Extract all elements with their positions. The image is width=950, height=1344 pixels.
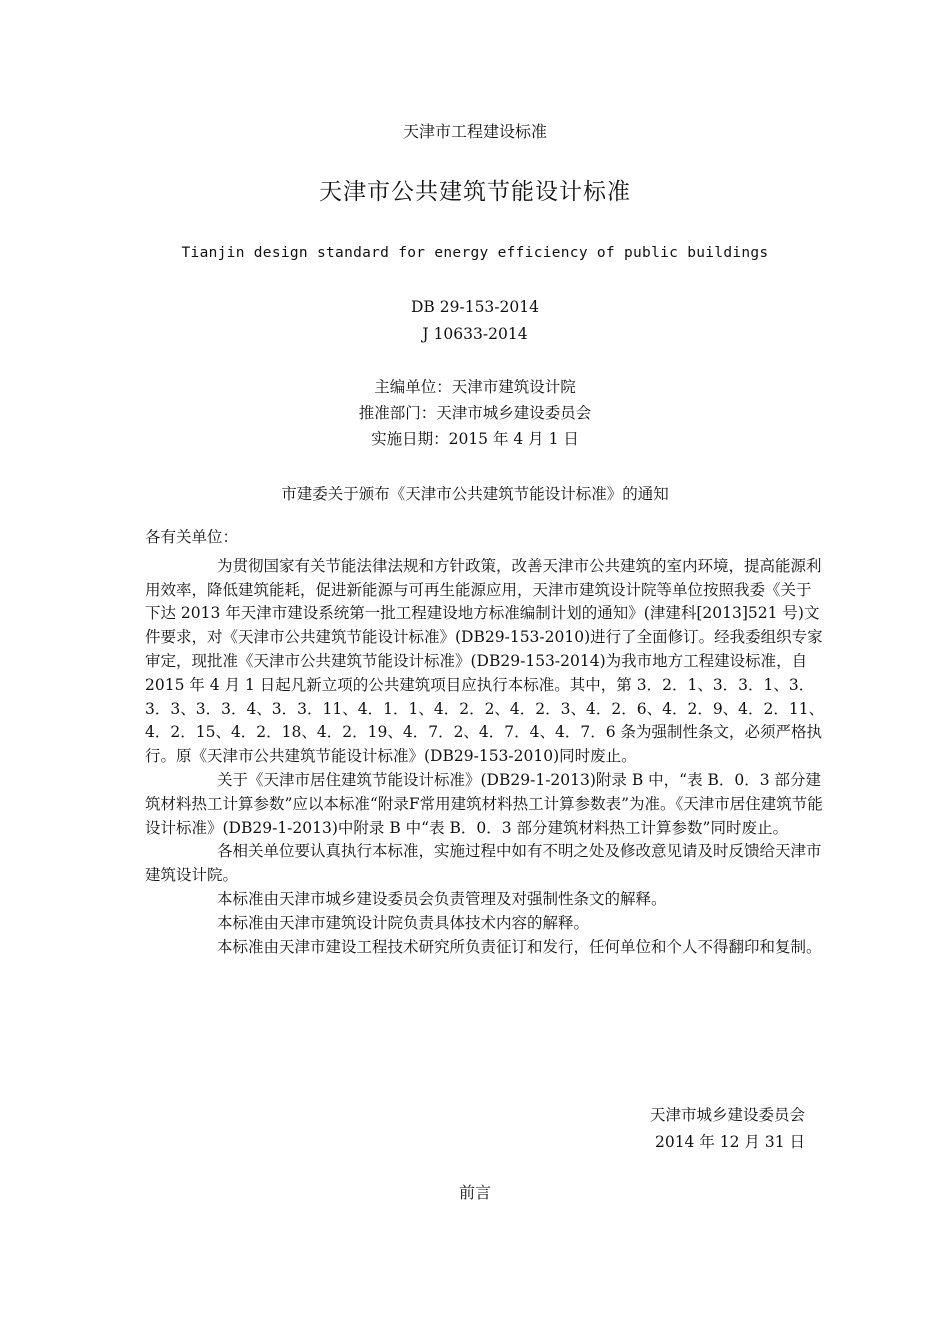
standard-code-j: J 10633-2014: [422, 325, 528, 343]
standard-code-db: DB 29-153-2014: [411, 298, 539, 316]
notice-paragraph: 各相关单位要认真执行本标准，实施过程中如有不明之处及修改意见请及时反馈给天津市建筑设计院。: [145, 842, 822, 885]
editor-unit: 主编单位：天津市建筑设计院: [374, 378, 576, 396]
publication-info: [0, 374, 950, 452]
english-title: Tianjin design standard for energy efficiency of public buildings: [181, 245, 769, 261]
salutation: 各有关单位：: [145, 528, 239, 546]
signature-organization: 天津市城乡建设委员会: [649, 1106, 805, 1124]
signature-block: [650, 1102, 805, 1156]
notice-paragraph: 本标准由天津市城乡建设委员会负责管理及对强制性条文的解释。: [217, 889, 667, 908]
document-title: 天津市公共建筑节能设计标准: [319, 179, 631, 205]
notice-paragraph: 本标准由天津市建筑设计院负责具体技术内容的解释。: [217, 913, 590, 932]
notice-body: [145, 526, 825, 959]
notice-title: 市建委关于颁布《天津市公共建筑节能设计标准》的通知: [281, 485, 669, 503]
effective-date: 实施日期：2015 年 4 月 1 日: [371, 430, 579, 448]
signature-date: 2014 年 12 月 31 日: [654, 1133, 805, 1151]
notice-paragraph: 关于《天津市居住建筑节能设计标准》(DB29-1-2013)附录 B 中，“表 B．0．3 部分建筑材料热工计算参数”应以本标准“附录F常用建筑材料热工计算参数表”为准。《天津市居住建筑节能设计标准》(DB29-1-2013)中附录 B 中“表 B．0．3 部分建筑材料热工计算参数”同时废止。: [145, 770, 823, 837]
approving-department: 推准部门：天津市城乡建设委员会: [358, 404, 592, 422]
notice-paragraph: 为贯彻国家有关节能法律法规和方针政策，改善天津市公共建筑的室内环境，提高能源利用效率，降低建筑能耗，促进新能源与可再生能源应用，天津市建筑设计院等单位按照我委《关于下达 2013 年天津市建设系统第一批工程建设地方标准编制计划的通知》(津建科[2013]521 号)文件要求，对《天津市公共建筑节能设计标准》(DB29-153-2010)进行了全面修订。经我委组织专家审定，现批准《天津市公共建筑节能设计标准》(DB29-153-2014)为我市地方工程建设标准，自 2015 年 4 月 1 日起凡新立项的公共建筑项目应执行本标准。其中，第 3．2．1、3．3．1、3．3．3、3．3．4、3．3．11、4．1．1、4．2．2、4．2．3、4．2．6、4．2．9、4．2．11、4．2．15、4．2．18、4．2．19、4．7．2、4．7．4、4．7．6 条为强制性条文，必须严格执行。原《天津市公共建筑节能设计标准》(DB29-153-2010)同时废止。: [145, 556, 825, 766]
section-title-preface: 前言: [458, 1183, 491, 1202]
standard-series-label: 天津市工程建设标准: [402, 122, 547, 141]
notice-paragraph: 本标准由天津市建设工程技术研究所负责征订和发行，任何单位和个人不得翻印和复制。: [217, 937, 822, 956]
